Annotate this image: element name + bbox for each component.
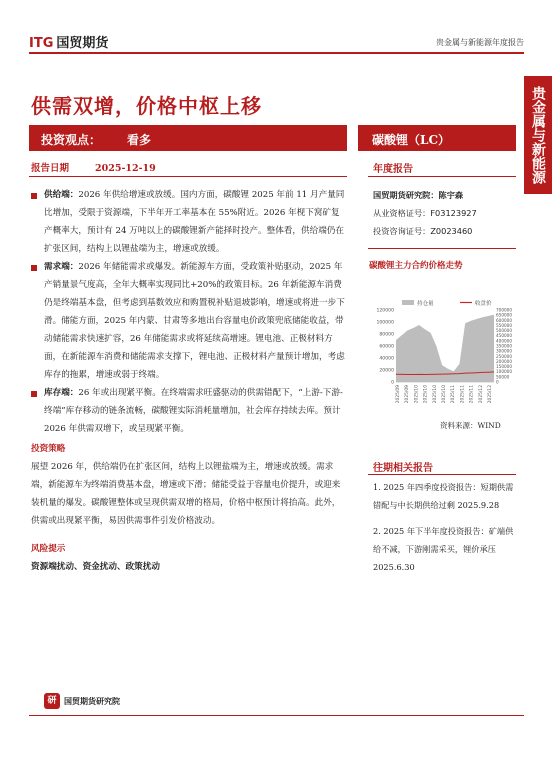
bullet-text: 26 年或出现紧平衡。在终端需求旺盛驱动的供需错配下，“上游-下游-终端”库存移动的链条流畅，碳酸锂实际消耗量增加，社会库存持续去库。预计 2026 年供需双增下，或呈现紧平衡。 [44,388,343,434]
strategy-text: 展望 2026 年，供给端仍在扩张区间，结构上以锂盐端为主，增速或放缓。需求端，新能源车为终端消费基本盘，增速或下滑；储能受益于容量电价提升，或迎来装机量的爆发。碳酸锂整体或呈现供需双增的格局，价格中枢预计将抬高。此外，供需或出现紧平衡，易因供需事件引发价格波动。 [31,462,341,526]
bullet-marker [31,391,37,397]
y-right-tick-label: 250000 [496,353,512,359]
report-date [31,160,156,174]
y-left-tick-label: 100000 [376,320,394,326]
related-report-list [373,478,515,576]
x-tick-label: 2025/12 [478,385,484,404]
bullet-term: 供给端： [44,190,79,200]
x-tick-label: 2025/11 [451,385,457,404]
y-left-tick-label: 20000 [379,368,394,374]
report-type: 贵金属与新能源年度报告 [436,38,524,47]
y-right-tick-label: 700000 [496,307,512,313]
bullet-term: 需求端： [44,262,79,272]
report-date-label: 报告日期 [31,163,70,174]
y-left-tick-label: 120000 [376,308,394,314]
y-right-tick-label: 350000 [496,343,512,349]
body-column [31,186,347,576]
itg-logo [29,32,108,51]
logo-mark: ITG [29,36,54,51]
y-right-tick-label: 600000 [496,317,512,323]
qualification: 从业资格证号：F03123927 [373,208,477,218]
chart-marks [396,315,494,382]
x-tick-label: 2025/10 [432,385,438,404]
strategy-title: 投资策略 [31,444,66,454]
chart-source: 资料来源：WIND [440,421,501,430]
logo-name: 国贸期货 [56,36,109,51]
bullet-demand [31,258,347,384]
x-tick-label: 2025/10 [442,385,447,404]
y-left-tick-label: 60000 [379,344,394,350]
opinion-label: 投资观点： [41,133,102,147]
y-right-tick-label: 550000 [496,322,512,328]
y-right-tick-label: 50000 [496,374,510,380]
institute: 国贸期货研究院：陈宇森 [373,190,464,200]
bullet-inventory [31,384,347,438]
report-date-value: 2025-12-19 [95,163,156,174]
y-left-tick-label: 40000 [379,356,394,362]
chart-title: 碳酸锂主力合约价格走势 [369,261,463,271]
bullet-term: 库存端： [44,388,79,398]
legend-label-close: 收盘价 [475,301,492,307]
chart-legend [402,299,492,307]
product-bar: 碳酸锂（LC） [358,125,516,151]
right-divider [368,248,516,249]
page-title: 供需双增，价格中枢上移 [31,94,262,118]
date-divider [29,176,347,177]
x-tick-label: 2025/09 [405,385,411,404]
x-tick-label: 2025/10 [414,385,420,404]
y-left-tick-label: 80000 [379,332,394,338]
legend-label-oi: 持仓量 [417,301,434,307]
right-divider [368,176,516,177]
opinion-rating: 看多 [127,133,152,147]
y-right-tick-label: 150000 [496,364,512,370]
y-right-tick-label: 200000 [496,358,512,364]
bullet-text: 2026 年供给增速或放缓。国内方面，碳酸锂 2025 年前 11 月产量同比增加，受限于资源端，下半年开工率基本在 55%附近。2026 年枧下窝矿复产概率大，预计有 24 万吨以上的碳酸锂新产能择时投产。整体看，供给端仍在扩张区间，结构上以锂盐端为主，增速或放缓。 [44,190,345,254]
related-title: 往期相关报告 [373,463,433,474]
x-tick-label: 2025/09 [396,385,401,404]
footer-seal: 研 [44,693,60,709]
opinion-bar [29,125,347,151]
y-axis-left [376,308,394,386]
x-axis [395,382,494,403]
bullet-marker [31,265,37,271]
consulting: 投资咨询证号：Z0023460 [373,226,473,236]
x-tick-label: 2025/11 [460,385,466,404]
y-right-tick-label: 300000 [496,348,512,354]
y-right-tick-label: 0 [496,379,499,385]
y-left-tick-label: 0 [391,380,394,386]
x-tick-label: 2025/12 [488,385,493,404]
footer-name: 国贸期货研究院 [64,696,120,706]
oi-area [396,315,494,382]
side-tab: 贵金属与新能源 [524,76,552,194]
bullet-marker [31,193,37,199]
related-report-item[interactable]: 2. 2025 年下半年度投资报告：矿端供给不减，下游刚需采买，锂价承压 2025.6.30 [373,526,514,572]
annual-report-label: 年度报告 [373,164,413,175]
related-report-item[interactable]: 1. 2025 年四季度投资报告：短期供需错配与中长期供给过剩 2025.9.28 [373,482,514,510]
footer-divider [29,715,524,716]
x-tick-label: 2025/11 [469,385,475,404]
risk-title: 风险提示 [31,544,66,554]
legend-swatch-oi [402,300,414,305]
y-right-tick-label: 400000 [496,338,512,344]
risk-text: 资源端扰动、资金扰动、政策扰动 [31,562,160,572]
footer-logo [44,693,120,709]
x-tick-label: 2025/10 [423,385,429,404]
bullet-supply [31,186,347,258]
y-right-tick-label: 500000 [496,328,512,334]
price-chart [368,298,516,413]
bullet-text: 2026 年储能需求或爆发。新能源车方面，受政策补贴驱动，2025 年产销量景气度高，全年大概率实现同比+20%的政策目标。26 年新能源车消费仍是终端基本盘，但考虑到基数效应和购置税补贴退坡影响，增速或将进一步下滑。储能方面，2025 年内蒙、甘肃等多地出台容量电价政策兜底储能收益，带动储能需求快速扩容，26 年储能需求或将延续高增速。锂电池、正极材料方面，在新能源车消费和储能需求支撑下，锂电池、正极材料产量预计增加，考虑库存的拖累，增速或弱于终端。 [44,262,345,380]
chart-svg [368,298,516,413]
right-divider [368,474,516,475]
y-right-tick-label: 100000 [496,369,512,375]
header-divider [29,52,524,54]
y-axis-right [496,308,512,385]
y-right-tick-label: 450000 [496,333,512,339]
y-right-tick-label: 650000 [496,312,512,318]
